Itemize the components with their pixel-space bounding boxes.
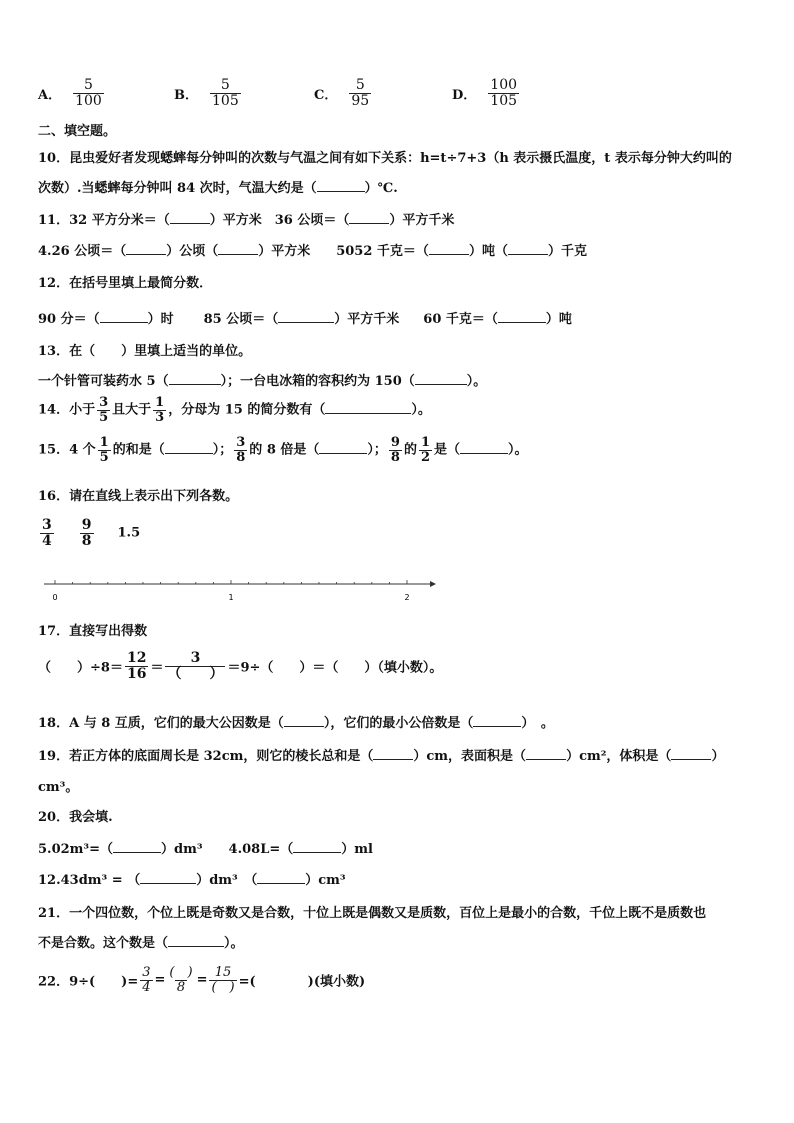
tick-label-0: 0 bbox=[52, 593, 58, 602]
denominator: 3 bbox=[155, 409, 165, 425]
q11-text: ）平方米 36 公顷＝（ bbox=[209, 213, 350, 228]
q11-text: ）千克 bbox=[547, 244, 587, 259]
q20-line1 bbox=[38, 838, 373, 857]
numerator: 3 bbox=[42, 517, 52, 533]
q10-line2 bbox=[38, 177, 398, 196]
number-line[interactable] bbox=[42, 572, 442, 606]
q10-line1: 10．昆虫爱好者发现蟋蟀每分钟叫的次数与气温之间有如下关系：h=t÷7+3（h 表示摄氏温度，t 表示每分钟大约叫的 bbox=[38, 151, 732, 166]
q17-text: ＝9÷（ ）＝（ ）（填小数）。 bbox=[227, 660, 443, 676]
q13-title: 13．在（ ）里填上适当的单位。 bbox=[38, 344, 252, 359]
q11-text: 4.26 公顷＝（ bbox=[38, 244, 127, 259]
option-label: C． bbox=[314, 87, 338, 103]
q21-text: 不是合数。这个数是（ bbox=[38, 936, 169, 951]
answer-blank[interactable] bbox=[140, 871, 196, 884]
q20-title: 20．我会填. bbox=[38, 810, 113, 825]
answer-blank[interactable] bbox=[460, 441, 508, 454]
number-line-svg bbox=[42, 572, 442, 606]
answer-blank[interactable] bbox=[165, 441, 213, 454]
q22-text: =( )(填小数) bbox=[238, 974, 366, 990]
q11-line2 bbox=[38, 240, 587, 259]
q15-text: 的 bbox=[403, 442, 417, 458]
q20-text: ）dm³ 4.08L=（ bbox=[161, 842, 294, 857]
q15-text: ）； bbox=[212, 442, 233, 458]
denominator: 4 bbox=[142, 979, 151, 995]
q16-numbers bbox=[38, 518, 140, 548]
answer-blank[interactable] bbox=[429, 242, 469, 255]
denominator: 4 bbox=[42, 532, 52, 549]
q12-title: 12．在括号里填上最简分数． bbox=[38, 276, 213, 291]
q17-text: ＝ bbox=[150, 660, 164, 676]
q18-line bbox=[38, 712, 554, 731]
option-fraction bbox=[349, 78, 371, 108]
q13-text: ）；一台电冰箱的容积约为 150（ bbox=[220, 374, 415, 389]
denominator: 8 bbox=[176, 979, 186, 995]
fraction bbox=[234, 436, 247, 464]
q13-line bbox=[38, 370, 486, 389]
answer-blank[interactable] bbox=[170, 211, 210, 224]
denominator: ( ) bbox=[211, 979, 235, 995]
answer-blank[interactable] bbox=[317, 179, 365, 192]
numerator: 12 bbox=[126, 650, 147, 666]
option-d[interactable] bbox=[452, 78, 521, 108]
answer-blank[interactable] bbox=[126, 242, 166, 255]
q12-text: ）时 bbox=[147, 312, 174, 327]
numerator: 5 bbox=[355, 77, 365, 93]
answer-blank[interactable] bbox=[278, 310, 334, 323]
answer-blank[interactable] bbox=[473, 714, 521, 727]
numerator: 9 bbox=[390, 435, 400, 450]
fraction bbox=[167, 966, 194, 994]
fraction bbox=[125, 651, 148, 681]
q22-text: = bbox=[196, 972, 208, 988]
arrow-icon bbox=[430, 581, 436, 587]
numerator: 3 bbox=[236, 435, 246, 450]
q12-text: 90 分＝（ bbox=[38, 312, 100, 327]
numerator: 9 bbox=[81, 517, 92, 533]
q19-line1 bbox=[38, 745, 724, 764]
decimal-number: 1.5 bbox=[117, 525, 141, 541]
q20-line2 bbox=[38, 869, 346, 888]
denominator: 8 bbox=[390, 449, 400, 465]
q12-line bbox=[38, 308, 572, 327]
numerator: 1 bbox=[420, 435, 431, 450]
q15-text: 的和是（ bbox=[112, 442, 165, 458]
q19-text: 19．若正方体的底面周长是 32cm，则它的棱长总和是（ bbox=[38, 749, 374, 764]
q22-text: = bbox=[154, 972, 166, 988]
q14-text: ）。 bbox=[411, 402, 431, 418]
option-fraction bbox=[210, 78, 241, 108]
numerator: 5 bbox=[84, 77, 93, 93]
fraction bbox=[40, 518, 54, 548]
q21-text: ）。 bbox=[224, 936, 244, 951]
fraction bbox=[80, 518, 94, 548]
answer-blank[interactable] bbox=[671, 747, 711, 760]
answer-blank[interactable] bbox=[168, 934, 224, 947]
fraction bbox=[97, 396, 110, 424]
q11-text: ）平方千米 bbox=[389, 213, 455, 228]
numerator: 3 bbox=[190, 650, 201, 666]
answer-blank[interactable] bbox=[218, 242, 258, 255]
option-label: B． bbox=[174, 87, 198, 103]
q10-text: ）℃. bbox=[364, 181, 398, 196]
numerator: 3 bbox=[142, 965, 151, 980]
fraction bbox=[209, 966, 236, 994]
choice-options bbox=[38, 78, 758, 118]
option-b[interactable] bbox=[174, 78, 243, 108]
q14-text: ，分母为 15 的简分数有（ bbox=[168, 402, 326, 418]
q19-text: ） bbox=[711, 749, 725, 764]
q18-text: ） 。 bbox=[521, 716, 554, 731]
q17-line bbox=[38, 651, 442, 681]
option-fraction bbox=[73, 78, 104, 108]
q17-title: 17．直接写出得数 bbox=[38, 624, 148, 639]
fraction bbox=[389, 436, 402, 464]
q19-text: ）cm²，体积是（ bbox=[566, 749, 672, 764]
q14-text: 14．小于 bbox=[38, 402, 96, 418]
fraction bbox=[419, 436, 432, 464]
q14-text: 且大于 bbox=[112, 402, 152, 418]
q21-line1: 21．一个四位数，个位上既是奇数又是合数，十位上既是偶数又是质数，百位上是最小的合数，千位上既不是质数也 bbox=[38, 906, 707, 921]
q18-text: 18．A 与 8 互质，它们的最大公因数是（ bbox=[38, 716, 284, 731]
answer-blank[interactable] bbox=[498, 310, 546, 323]
fraction bbox=[140, 966, 152, 994]
q10-text: 次数）.当蟋蟀每分钟叫 84 次时，气温大约是（ bbox=[38, 181, 317, 196]
fraction bbox=[153, 396, 166, 424]
q15-text: 的 8 倍是（ bbox=[249, 442, 320, 458]
denominator: （ ） bbox=[167, 665, 224, 682]
q22-text: 22．9÷( )= bbox=[38, 974, 139, 990]
denominator: 105 bbox=[212, 92, 239, 109]
q15-text: ）； bbox=[367, 442, 387, 458]
numerator: 100 bbox=[490, 77, 518, 93]
numerator: 1 bbox=[155, 395, 165, 410]
q12-text: ）吨 bbox=[545, 312, 572, 327]
denominator: 8 bbox=[81, 532, 92, 549]
numerator: 15 bbox=[214, 965, 232, 980]
q15-text: 是（ bbox=[434, 442, 461, 458]
answer-blank[interactable] bbox=[284, 714, 324, 727]
denominator: 100 bbox=[75, 92, 102, 109]
q12-text: ）平方千米 bbox=[334, 312, 400, 327]
q18-text: ），它们的最小公倍数是（ bbox=[323, 716, 474, 731]
answer-blank[interactable] bbox=[257, 871, 305, 884]
answer-blank[interactable] bbox=[508, 242, 548, 255]
numerator: 5 bbox=[220, 77, 230, 93]
numerator: ( ) bbox=[169, 965, 193, 980]
answer-blank[interactable] bbox=[100, 310, 148, 323]
answer-blank[interactable] bbox=[526, 747, 566, 760]
q20-text: ）ml bbox=[341, 842, 373, 857]
number-line-ticks bbox=[55, 580, 407, 584]
denominator: 105 bbox=[490, 92, 518, 109]
answer-blank[interactable] bbox=[169, 372, 221, 385]
answer-blank[interactable] bbox=[319, 441, 367, 454]
option-a[interactable] bbox=[38, 78, 106, 108]
q14-line bbox=[38, 396, 431, 424]
q13-text: 一个针管可装药水 5（ bbox=[38, 374, 169, 389]
denominator: 2 bbox=[420, 449, 431, 465]
q12-text: 85 公顷＝（ bbox=[203, 312, 279, 327]
q11-text: 11．32 平方分米＝（ bbox=[38, 213, 170, 228]
option-label: D． bbox=[452, 87, 477, 103]
q20-text: 12.43dm³ = （ bbox=[38, 873, 141, 888]
q11-text: ）吨（ bbox=[468, 244, 508, 259]
answer-blank[interactable] bbox=[373, 747, 413, 760]
q20-text: ）dm³ （ bbox=[196, 873, 258, 888]
answer-blank[interactable] bbox=[113, 840, 161, 853]
q19-text: ）cm，表面积是（ bbox=[413, 749, 527, 764]
q13-text: ）。 bbox=[466, 374, 487, 389]
q20-text: 5.02m³=（ bbox=[38, 842, 114, 857]
q16-title: 16．请在直线上表示出下列各数。 bbox=[38, 489, 239, 504]
q11-text: ）平方米 5052 千克＝（ bbox=[258, 244, 429, 259]
q15-line bbox=[38, 436, 528, 464]
tick-label-1: 1 bbox=[228, 593, 234, 602]
q11-line1 bbox=[38, 209, 454, 228]
numerator: 3 bbox=[99, 395, 109, 410]
option-c[interactable] bbox=[314, 78, 373, 108]
q17-text: （ ）÷8＝ bbox=[38, 660, 123, 676]
answer-blank[interactable] bbox=[325, 401, 411, 414]
q11-text: ）公顷（ bbox=[166, 244, 219, 259]
q12-text: 60 千克＝（ bbox=[423, 312, 498, 327]
section-title: 二、填空题。 bbox=[38, 124, 117, 139]
answer-blank[interactable] bbox=[293, 840, 341, 853]
q15-text: 15．4 个 bbox=[38, 442, 96, 458]
denominator: 5 bbox=[99, 449, 109, 465]
q19-line2: cm³。 bbox=[38, 780, 79, 795]
denominator: 8 bbox=[236, 449, 246, 465]
answer-blank[interactable] bbox=[349, 211, 389, 224]
numerator: 1 bbox=[99, 435, 109, 450]
tick-label-2: 2 bbox=[404, 593, 410, 602]
answer-blank[interactable] bbox=[415, 372, 467, 385]
q22-line bbox=[38, 966, 365, 994]
fraction bbox=[98, 436, 111, 464]
denominator: 95 bbox=[351, 92, 370, 109]
option-fraction bbox=[488, 78, 519, 108]
q20-text: ）cm³ bbox=[305, 873, 346, 888]
q15-text: ）。 bbox=[508, 442, 528, 458]
denominator: 16 bbox=[126, 665, 147, 682]
option-label: A． bbox=[38, 87, 62, 103]
fraction bbox=[165, 651, 225, 681]
q21-line2 bbox=[38, 932, 244, 951]
denominator: 5 bbox=[99, 409, 109, 425]
